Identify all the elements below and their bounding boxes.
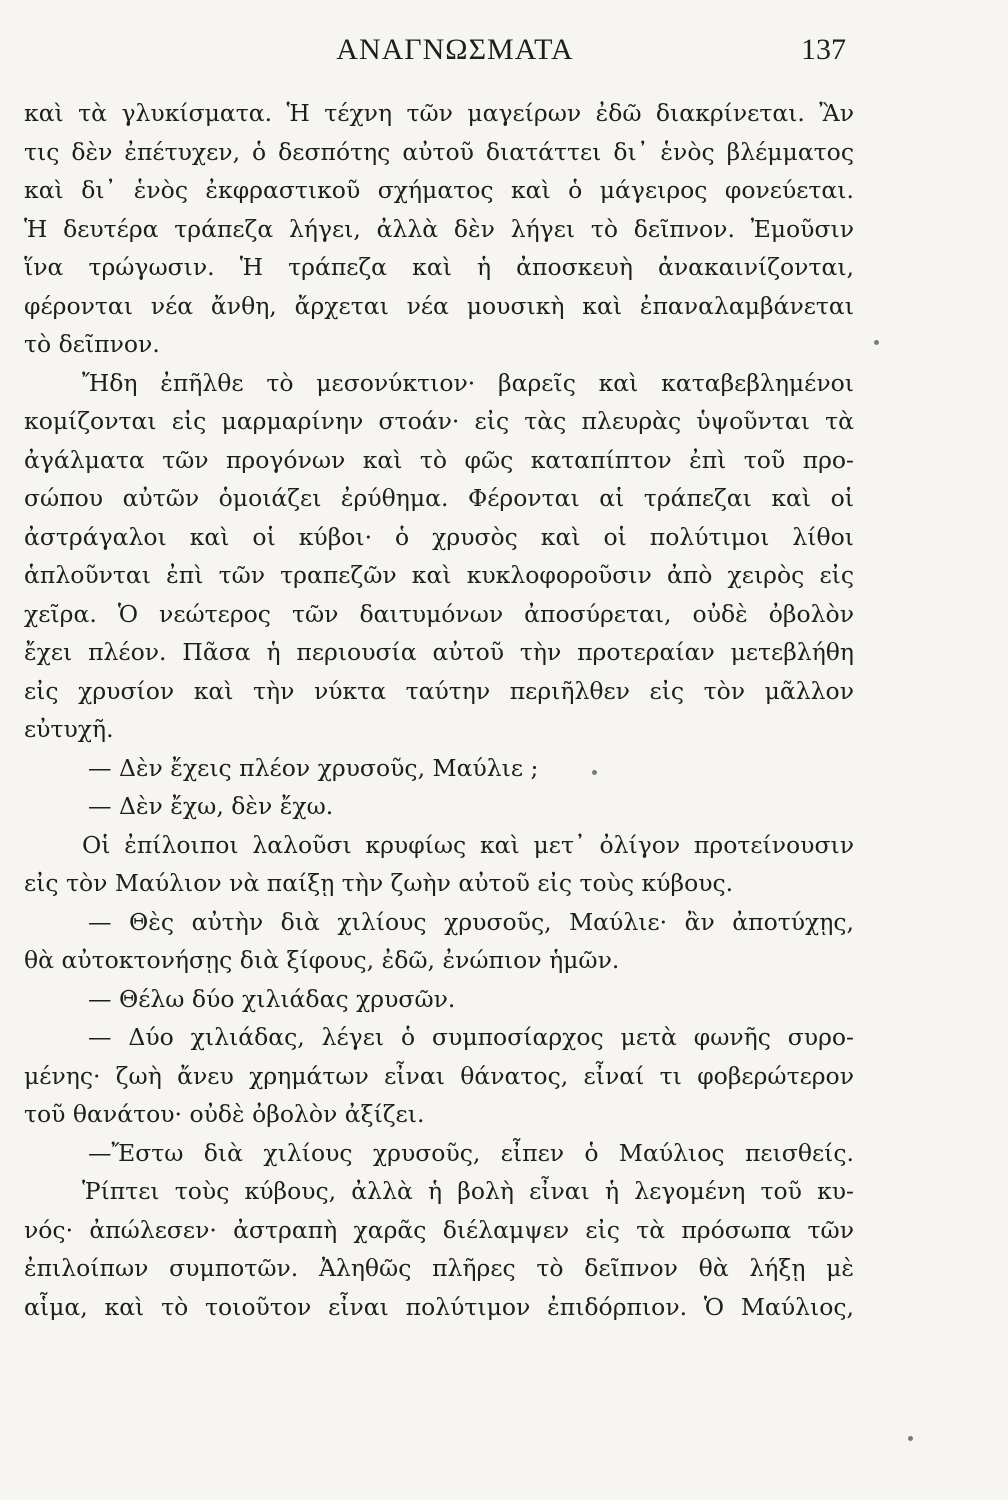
running-head <box>60 28 850 72</box>
text-line: ἔχει πλέον. Πᾶσα ἡ περιουσία αὐτοῦ τὴν προτεραίαν μετεβλήθη <box>24 638 854 666</box>
text-line: κομίζονται εἰς μαρμαρίνην στοάν· εἰς τὰς πλευρὰς ὑψοῦνται τὰ <box>24 407 854 435</box>
text-line: τοῦ θανάτου· οὐδὲ ὀβολὸν ἀξίζει. <box>24 1100 425 1128</box>
text-line: — Δὲν ἔχεις πλέον χρυσοῦς, Μαύλιε ; <box>88 753 539 782</box>
text-line: Οἱ ἐπίλοιποι λαλοῦσι κρυφίως καὶ μετ᾽ ὀλίγον προτείνουσιν <box>82 830 854 859</box>
text-line: ἵνα τρώγωσιν. Ἡ τράπεζα καὶ ἡ ἀποσκευὴ ἀνακαινίζονται, <box>24 253 854 281</box>
paper-speck <box>592 770 597 775</box>
text-line: φέρονται νέα ἄνθη, ἄρχεται νέα μουσικὴ καὶ ἐπαναλαμβάνεται <box>24 291 854 320</box>
paper-speck <box>874 340 879 345</box>
text-line: θὰ αὐτοκτονήσῃς διὰ ξίφους, ἐδῶ, ἐνώπιον ἡμῶν. <box>24 946 620 974</box>
text-line: —Ἔστω διὰ χιλίους χρυσοῦς, εἶπεν ὁ Μαύλιος πεισθείς. <box>88 1138 854 1167</box>
text-line: μένης· ζωὴ ἄνευ χρημάτων εἶναι θάνατος, εἶναί τι φοβερώτερον <box>24 1061 854 1090</box>
text-line: — Δύο χιλιάδας, λέγει ὁ συμποσίαρχος μετὰ φωνῆς συρο- <box>88 1023 854 1051</box>
text-line: — Θὲς αὐτὴν διὰ χιλίους χρυσοῦς, Μαύλιε· ἂν ἀποτύχῃς, <box>88 907 854 936</box>
text-line: εἰς τὸν Μαύλιον νὰ παίξῃ τὴν ζωὴν αὐτοῦ εἰς τοὺς κύβους. <box>24 869 734 897</box>
body-text <box>24 94 854 1326</box>
text-line: ἁπλοῦνται ἐπὶ τῶν τραπεζῶν καὶ κυκλοφοροῦσιν ἀπὸ χειρὸς εἰς <box>24 561 854 589</box>
text-line: Ῥίπτει τοὺς κύβους, ἀλλὰ ἡ βολὴ εἶναι ἡ λεγομένη τοῦ κυ- <box>82 1177 854 1205</box>
text-line: καὶ τὰ γλυκίσματα. Ἡ τέχνη τῶν μαγείρων ἐδῶ διακρίνεται. Ἂν <box>24 99 854 127</box>
running-title: ΑΝΑΓΝΩΣΜΑΤΑ <box>336 33 574 66</box>
text-line: ἀγάλματα τῶν προγόνων καὶ τὸ φῶς καταπίπτον ἐπὶ τοῦ προ- <box>24 445 854 474</box>
text-line: ἀστράγαλοι καὶ οἱ κύβοι· ὁ χρυσὸς καὶ οἱ πολύτιμοι λίθοι <box>24 522 854 551</box>
text-line: αἷμα, καὶ τὸ τοιοῦτον εἶναι πολύτιμον ἐπιδόρπιον. Ὁ Μαύλιος, <box>24 1292 854 1321</box>
text-line: — Δὲν ἔχω, δὲν ἔχω. <box>88 792 334 820</box>
text-line: τὸ δεῖπνον. <box>24 330 160 358</box>
text-line: Ἤδη ἐπῆλθε τὸ μεσονύκτιον· βαρεῖς καὶ καταβεβλημένοι <box>82 368 854 397</box>
text-line: τις δὲν ἐπέτυχεν, ὁ δεσπότης αὐτοῦ διατάττει δι᾽ ἑνὸς βλέμματος <box>24 137 854 166</box>
paper-speck <box>908 1436 913 1441</box>
text-line: — Θέλω δύο χιλιάδας χρυσῶν. <box>88 984 456 1013</box>
text-line: σώπου αὐτῶν ὁμοιάζει ἐρύθημα. Φέρονται αἱ τράπεζαι καὶ οἱ <box>24 484 854 512</box>
text-line: χεῖρα. Ὁ νεώτερος τῶν δαιτυμόνων ἀποσύρεται, οὐδὲ ὀβολὸν <box>24 599 854 628</box>
text-line: ἐπιλοίπων συμποτῶν. Ἀληθῶς πλῆρες τὸ δεῖπνον θὰ λήξῃ μὲ <box>24 1254 854 1282</box>
text-line: Ἡ δευτέρα τράπεζα λήγει, ἀλλὰ δὲν λήγει τὸ δεῖπνον. Ἐμοῦσιν <box>24 214 854 243</box>
text-line: εἰς χρυσίον καὶ τὴν νύκτα ταύτην περιῆλθεν εἰς τὸν μᾶλλον <box>24 676 854 705</box>
text-line: νός· ἀπώλεσεν· ἀστραπὴ χαρᾶς διέλαμψεν εἰς τὰ πρόσωπα τῶν <box>24 1215 854 1244</box>
text-line: καὶ δι᾽ ἑνὸς ἐκφραστικοῦ σχήματος καὶ ὁ μάγειρος φονεύεται. <box>24 176 854 204</box>
page-number: 137 <box>801 33 846 66</box>
text-line: εὐτυχῆ. <box>24 715 114 743</box>
